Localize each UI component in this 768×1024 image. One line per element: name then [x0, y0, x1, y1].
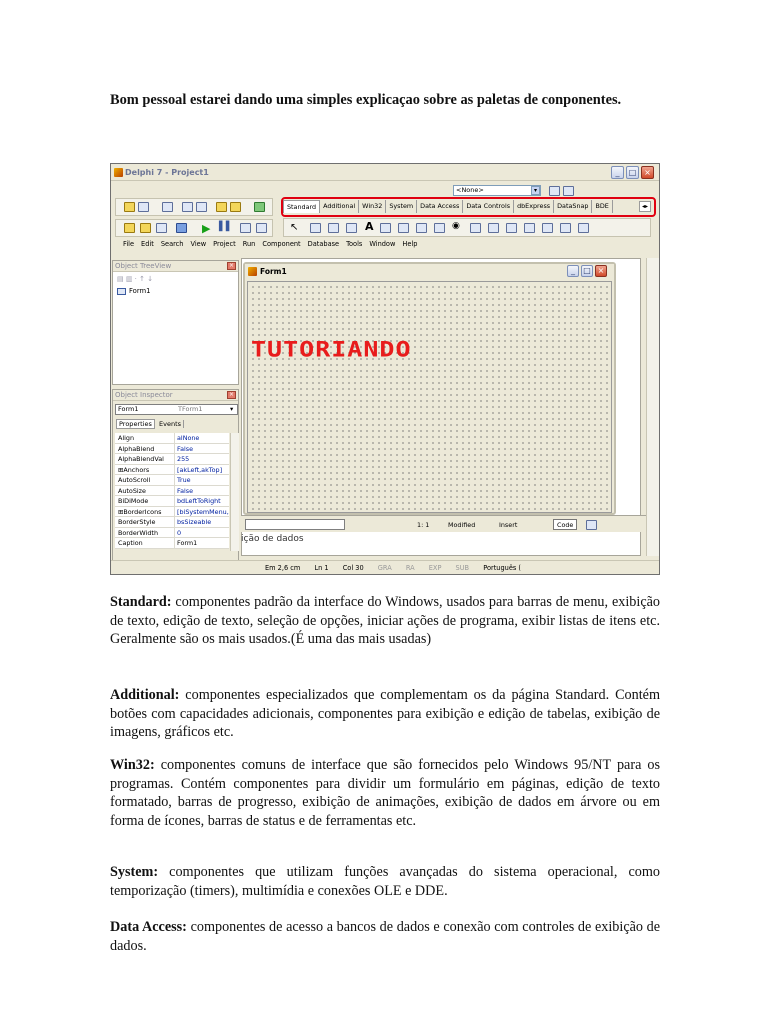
- menu-edit[interactable]: Edit: [141, 240, 154, 248]
- button-icon[interactable]: [416, 223, 427, 233]
- property-value[interactable]: [biSystemMenu,: [177, 507, 229, 516]
- menu-project[interactable]: Project: [213, 240, 236, 248]
- text-data-access: componentes de acesso a bancos de dados e conexão com controles de exibição de dados.: [110, 919, 661, 954]
- inspector-object-type: TForm1: [178, 405, 203, 413]
- bottom-statusbar: [111, 560, 659, 574]
- minimize-icon[interactable]: _: [567, 265, 579, 277]
- property-name: AlphaBlend: [115, 444, 175, 454]
- paragraph-win32: [110, 756, 660, 830]
- groupbox-icon[interactable]: [524, 223, 535, 233]
- term-data-access: Data Access:: [110, 919, 187, 935]
- property-row[interactable]: [115, 507, 229, 518]
- property-name: AutoScroll: [115, 475, 175, 485]
- toggle-icon[interactable]: [156, 223, 167, 233]
- intro-paragraph: Bom pessoal estarei dando uma simples explicaçao sobre as paletas de conponentes.: [110, 92, 622, 108]
- open-icon[interactable]: [138, 202, 149, 212]
- menu-tools[interactable]: Tools: [346, 240, 363, 248]
- step-over-icon[interactable]: [256, 223, 267, 233]
- property-name: Caption: [115, 538, 175, 548]
- property-row[interactable]: [115, 528, 229, 539]
- text-system: componentes que utilizam funções avançadas do sistema operacional, como temporização (timers), multimídia e conexões OLE e DDE.: [110, 864, 660, 899]
- property-value[interactable]: 255: [177, 455, 190, 463]
- combobox-icon[interactable]: [488, 223, 499, 233]
- status-position: Em 2,6 cm: [265, 564, 301, 572]
- minimize-icon[interactable]: _: [611, 166, 624, 179]
- inspector-object-name: Form1: [118, 405, 139, 413]
- property-value[interactable]: [akLeft,akTop]: [177, 465, 223, 474]
- listbox-icon[interactable]: [470, 223, 481, 233]
- close-icon[interactable]: ×: [595, 265, 607, 277]
- property-row[interactable]: [115, 538, 229, 549]
- new-icon[interactable]: [124, 202, 135, 212]
- term-additional: Additional:: [110, 687, 180, 703]
- text-additional: componentes especializados que complementam os da página Standard. Contém botões com capacidades adicionais, componentes para exibição e edição de tabelas, exibição de imagens, gráficos etc.: [110, 687, 660, 741]
- tab-standard[interactable]: Standard: [283, 200, 320, 213]
- status-ra: RA: [405, 564, 415, 572]
- menu-component[interactable]: Component: [262, 240, 301, 248]
- property-value[interactable]: True: [177, 476, 191, 484]
- form1-window: [243, 262, 616, 515]
- treeview-title: Object TreeView: [113, 261, 238, 272]
- property-value[interactable]: bsSizeable: [177, 518, 212, 526]
- close-icon[interactable]: ×: [228, 391, 235, 398]
- component-combo[interactable]: <None>: [453, 185, 541, 196]
- delphi-logo-icon: [114, 168, 123, 177]
- highlight-box: [281, 197, 656, 217]
- tab-scroll-arrows-icon[interactable]: ◂▸: [639, 201, 651, 212]
- tab-code[interactable]: Code: [553, 519, 577, 530]
- property-grid: [115, 433, 229, 549]
- paragraph-system: [110, 863, 660, 900]
- menu-search[interactable]: Search: [160, 240, 184, 248]
- status-language: Português (: [483, 564, 521, 572]
- editor-modified: Modified: [448, 521, 476, 529]
- panel-icon[interactable]: [560, 223, 571, 233]
- step-icon[interactable]: [563, 186, 574, 196]
- inspector-object-select[interactable]: [115, 404, 238, 415]
- property-value[interactable]: bdLeftToRight: [177, 497, 221, 505]
- popupmenu-icon[interactable]: [346, 223, 357, 233]
- property-value[interactable]: False: [177, 486, 194, 495]
- delphi-logo-icon: [248, 267, 257, 276]
- status-line: Ln 1: [314, 564, 329, 572]
- property-row[interactable]: [115, 444, 229, 455]
- editor-statusbar: [241, 515, 651, 532]
- pause-icon[interactable]: ▌▌: [219, 222, 233, 232]
- radiobutton-icon[interactable]: ◉: [452, 221, 460, 231]
- diagram-tab-icon[interactable]: [586, 520, 597, 530]
- property-name: BorderWidth: [115, 528, 175, 538]
- property-row[interactable]: [115, 486, 229, 497]
- window-titlebar: [111, 164, 659, 181]
- editor-text: ição de dados: [241, 534, 304, 544]
- label-icon[interactable]: A: [365, 220, 374, 233]
- new-form-icon[interactable]: [176, 223, 187, 233]
- chevron-down-icon[interactable]: ▾: [230, 405, 234, 413]
- tab-system[interactable]: System: [386, 200, 417, 213]
- editor-input[interactable]: [245, 519, 345, 530]
- property-name: BorderStyle: [115, 517, 175, 527]
- term-system: System:: [110, 864, 159, 880]
- close-icon[interactable]: ×: [228, 262, 235, 269]
- save-all-icon[interactable]: [182, 202, 193, 212]
- property-name: ⊞BorderIcons: [115, 507, 175, 517]
- form1-title: Form1: [260, 267, 287, 276]
- open-project-icon[interactable]: [196, 202, 207, 212]
- tab-bde[interactable]: BDE: [592, 200, 612, 213]
- pointer-icon[interactable]: ↖: [290, 222, 299, 233]
- treeview-toolbar-icons[interactable]: ▤ ▥ · ↑ ↓: [117, 275, 154, 283]
- property-name: BiDiMode: [115, 496, 175, 506]
- paragraph-data-access: [110, 918, 660, 955]
- frames-icon[interactable]: [310, 223, 321, 233]
- palette-components: [283, 218, 651, 237]
- editor-insert-mode: Insert: [499, 521, 518, 529]
- maximize-icon[interactable]: □: [581, 265, 593, 277]
- inspector-scrollbar[interactable]: [230, 433, 239, 551]
- mainmenu-icon[interactable]: [328, 223, 339, 233]
- tab-datasnap[interactable]: DataSnap: [554, 200, 592, 213]
- property-row[interactable]: [115, 465, 229, 476]
- property-row[interactable]: [115, 433, 229, 444]
- property-value[interactable]: Form1: [177, 539, 198, 547]
- tab-additional[interactable]: Additional: [320, 200, 359, 213]
- tab-data-access[interactable]: Data Access: [417, 200, 463, 213]
- toolbar-debug: [115, 219, 273, 237]
- checkbox-icon[interactable]: [434, 223, 445, 233]
- menu-view[interactable]: View: [190, 240, 207, 248]
- property-name: AlphaBlendVal: [115, 454, 175, 464]
- form-icon[interactable]: [140, 223, 151, 233]
- help-icon[interactable]: [254, 202, 265, 212]
- object-treeview: [112, 260, 239, 385]
- text-standard: componentes padrão da interface do Windows, usados para barras de menu, exibição de texto, edição de texto, seleção de opções, iniciar ações de programa, exibir listas de itens etc. Geralmente são os mais usados.(É uma das mais usadas): [110, 594, 661, 648]
- property-row[interactable]: [115, 475, 229, 486]
- chevron-down-icon[interactable]: ▾: [531, 186, 540, 195]
- delphi-screenshot: [110, 163, 660, 575]
- property-name: AutoSize: [115, 486, 175, 496]
- paragraph-additional: [110, 686, 660, 742]
- paragraph-standard: [110, 593, 660, 649]
- menu-database[interactable]: Database: [307, 240, 340, 248]
- run-icon[interactable]: ▶: [202, 222, 211, 235]
- status-sub: SUB: [455, 564, 470, 572]
- form1-titlebar: [245, 264, 614, 279]
- radiogroup-icon[interactable]: [542, 223, 553, 233]
- remove-file-icon[interactable]: [230, 202, 241, 212]
- toolbar-standard: [115, 198, 273, 216]
- tab-data-controls[interactable]: Data Controls: [463, 200, 514, 213]
- save-icon[interactable]: [162, 202, 173, 212]
- add-file-icon[interactable]: [216, 202, 227, 212]
- tab-events[interactable]: Events: [157, 420, 184, 428]
- menu-run[interactable]: Run: [242, 240, 256, 248]
- tutoriando-watermark: TUTORIANDO: [251, 337, 412, 362]
- property-row[interactable]: [115, 496, 229, 507]
- property-value[interactable]: 0: [177, 528, 182, 537]
- object-inspector: [112, 389, 239, 573]
- unit-icon[interactable]: [124, 223, 135, 233]
- status-gra: GRA: [377, 564, 392, 572]
- menu-help[interactable]: Help: [402, 240, 418, 248]
- editor-scrollbar[interactable]: [646, 258, 659, 556]
- memo-icon[interactable]: [398, 223, 409, 233]
- term-win32: Win32:: [110, 757, 155, 773]
- property-row[interactable]: [115, 454, 229, 465]
- tab-win32[interactable]: Win32: [359, 200, 386, 213]
- window-title: Delphi 7 - Project1: [125, 168, 209, 177]
- edit-icon[interactable]: [380, 223, 391, 233]
- close-icon[interactable]: ×: [641, 166, 654, 179]
- status-column: Col 30: [342, 564, 364, 572]
- menu-window[interactable]: Window: [369, 240, 396, 248]
- property-row[interactable]: [115, 517, 229, 528]
- property-value[interactable]: False: [177, 444, 194, 453]
- trace-into-icon[interactable]: [240, 223, 251, 233]
- menu-bar: [123, 240, 417, 248]
- treeview-item-form1[interactable]: Form1: [129, 287, 151, 295]
- property-value[interactable]: alNone: [177, 434, 200, 442]
- actionlist-icon[interactable]: [578, 223, 589, 233]
- editor-position: 1: 1: [417, 521, 430, 529]
- property-name: Align: [115, 433, 175, 443]
- scrollbar-icon[interactable]: [506, 223, 517, 233]
- property-name: ⊞Anchors: [115, 465, 175, 475]
- step-icon[interactable]: [549, 186, 560, 196]
- maximize-icon[interactable]: □: [626, 166, 639, 179]
- term-standard: Standard:: [110, 594, 172, 610]
- form-node-icon: [117, 288, 126, 295]
- tab-properties[interactable]: Properties: [116, 419, 155, 429]
- tab-dbexpress[interactable]: dbExpress: [514, 200, 554, 213]
- status-exp: EXP: [428, 564, 442, 572]
- text-win32: componentes comuns de interface que são fornecidos pelo Windows 95/NT para os programas. Contém componentes para dividir um formulário em páginas, edição de texto formatado, barras de progresso, exibição de animações, exibição de dados em árvore ou em forma de ícones, barras de status e de ferramentas etc.: [110, 757, 661, 829]
- inspector-title: Object Inspector: [113, 390, 238, 401]
- menu-file[interactable]: File: [123, 240, 135, 248]
- form-design-grid[interactable]: [247, 281, 612, 513]
